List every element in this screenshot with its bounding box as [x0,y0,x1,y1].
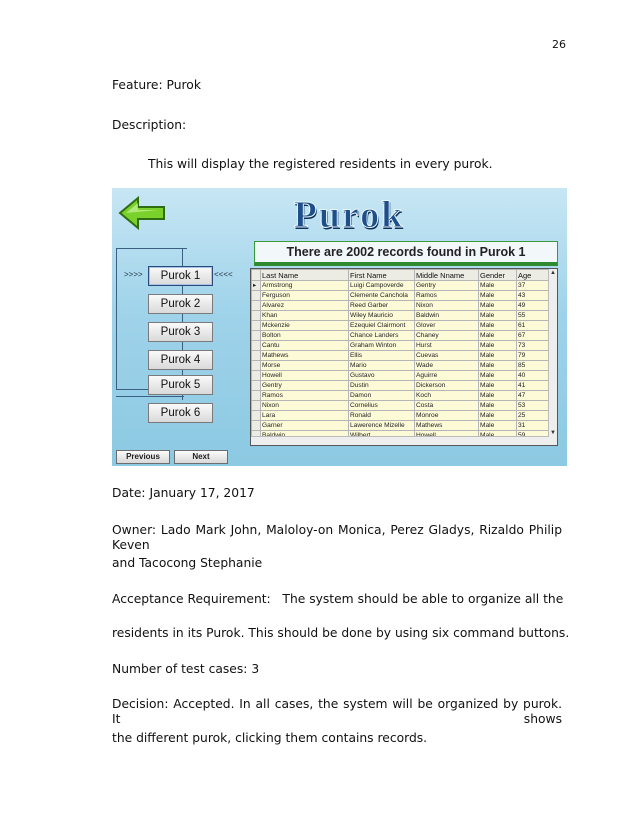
test-cases-line: Number of test cases: 3 [112,662,260,676]
table-cell: Male [479,281,517,291]
acceptance-line-1: Acceptance Requirement: The system should be able to organize all the [112,592,564,606]
table-row[interactable] [252,411,550,421]
selection-arrow-right: <<<< [214,270,233,279]
table-cell: Lara [261,411,349,421]
table-cell: 47 [517,391,550,401]
table-cell: Luigi Campoverde [349,281,415,291]
row-header[interactable] [252,391,261,401]
table-cell: Baldwin [415,311,479,321]
table-cell: Male [479,291,517,301]
table-cell: Male [479,401,517,411]
selection-arrow-left: >>>> [124,270,143,279]
row-header[interactable] [252,291,261,301]
table-cell: Wiley Mauricio [349,311,415,321]
owner-line-2: and Tacocong Stephanie [112,556,263,570]
description-label: Description: [112,118,187,132]
table-cell: 85 [517,361,550,371]
table-row[interactable] [252,281,550,291]
table-cell: Garner [261,421,349,431]
table-cell: Male [479,301,517,311]
table-cell: Chaney [415,331,479,341]
row-header[interactable] [252,381,261,391]
table-cell: Male [479,341,517,351]
table-cell: Damon [349,391,415,401]
tree-connector [116,396,184,397]
table-cell: Nixon [261,401,349,411]
table-cell: Male [479,371,517,381]
description-text: This will display the registered residents in every purok. [148,157,493,171]
table-cell: Ramos [261,391,349,401]
column-header[interactable]: Gender [479,270,517,281]
row-header[interactable] [252,401,261,411]
table-cell: Male [479,331,517,341]
row-header-corner [252,270,261,281]
table-cell: Mathews [261,351,349,361]
row-header[interactable] [252,321,261,331]
scroll-up-icon[interactable]: ▲ [550,270,556,276]
table-cell: Dustin [349,381,415,391]
table-cell: Male [479,351,517,361]
table-cell: Ronald [349,411,415,421]
table-row[interactable] [252,381,550,391]
table-cell: Cornelius [349,401,415,411]
purok-1-button[interactable]: Purok 1 [148,266,213,286]
table-cell: Glover [415,321,479,331]
row-header[interactable] [252,301,261,311]
residents-table [251,269,550,441]
table-cell: Lawerence Mizelle [349,421,415,431]
owner-line-1: Owner: Lado Mark John, Maloloy-on Monica, Perez Gladys, Rizaldo Philip Keven [112,523,562,552]
feature-heading: Feature: Purok [112,78,201,92]
table-cell: Clemente Canchola [349,291,415,301]
table-cell: Armstrong [261,281,349,291]
table-cell: Aguirre [415,371,479,381]
row-header[interactable] [252,371,261,381]
table-cell: Male [479,311,517,321]
table-cell: Howell [261,371,349,381]
table-cell: 67 [517,331,550,341]
row-header[interactable] [252,351,261,361]
purok-logo: Purok [293,194,405,236]
table-cell: Ramos [415,291,479,301]
table-cell: 37 [517,281,550,291]
decision-line-2: the different purok, clicking them contains records. [112,731,428,745]
table-cell: Gentry [415,281,479,291]
table-cell: 49 [517,301,550,311]
table-cell: 41 [517,381,550,391]
table-cell: Cantu [261,341,349,351]
table-row[interactable] [252,341,550,351]
table-cell: Khan [261,311,349,321]
table-cell: Male [479,421,517,431]
row-header[interactable] [252,341,261,351]
current-row-indicator-icon[interactable]: ▸ [252,281,261,291]
table-cell: 43 [517,291,550,301]
table-cell: 53 [517,401,550,411]
residents-grid[interactable] [250,268,558,446]
table-row[interactable] [252,401,550,411]
table-row[interactable] [252,291,550,301]
records-banner: There are 2002 records found in Purok 1 [254,241,558,266]
table-cell: Dickerson [415,381,479,391]
row-header[interactable] [252,411,261,421]
column-header[interactable]: Middle Nname [415,270,479,281]
table-cell: Gentry [261,381,349,391]
table-cell: Mckenzie [261,321,349,331]
table-row[interactable] [252,311,550,321]
table-row[interactable] [252,301,550,311]
table-cell: Gustavo [349,371,415,381]
table-cell: Costa [415,401,479,411]
table-cell: Male [479,321,517,331]
previous-button[interactable]: Previous [116,450,170,464]
table-cell: Mathews [415,421,479,431]
purok-2-button[interactable]: Purok 2 [148,294,213,314]
purok-6-button[interactable]: Purok 6 [148,403,213,423]
table-cell: Alvarez [261,301,349,311]
table-cell: Male [479,391,517,401]
table-cell: Morse [261,361,349,371]
column-header[interactable]: Last Name [261,270,349,281]
purok-3-button[interactable]: Purok 3 [148,322,213,342]
back-arrow-icon[interactable] [118,196,168,230]
acceptance-line-2: residents in its Purok. This should be done by using six command buttons. [112,626,570,640]
column-header[interactable]: Age [517,270,550,281]
table-cell: 25 [517,411,550,421]
table-cell: Monroe [415,411,479,421]
table-cell: Ellis [349,351,415,361]
table-cell: 55 [517,311,550,321]
row-header[interactable] [252,421,261,431]
table-row[interactable] [252,391,550,401]
table-cell: 31 [517,421,550,431]
row-header[interactable] [252,311,261,321]
table-cell: 79 [517,351,550,361]
table-row[interactable] [252,321,550,331]
purok-4-button[interactable]: Purok 4 [148,350,213,370]
table-cell: Koch [415,391,479,401]
purok-5-button[interactable]: Purok 5 [148,375,213,395]
table-cell: Hurst [415,341,479,351]
decision-line-1: Decision: Accepted. In all cases, the system will be organized by purok. It shows [112,697,562,726]
row-header[interactable] [252,361,261,371]
horizontal-scrollbar[interactable] [251,436,549,445]
row-header[interactable] [252,331,261,341]
table-cell: Chance Landers [349,331,415,341]
table-cell: Nixon [415,301,479,311]
table-cell: 73 [517,341,550,351]
table-cell: Reed Garber [349,301,415,311]
scroll-down-icon[interactable]: ▼ [550,430,556,436]
table-cell: Male [479,361,517,371]
column-header[interactable]: First Name [349,270,415,281]
purok-app-screenshot [112,188,567,466]
table-cell: Male [479,381,517,391]
table-cell: 40 [517,371,550,381]
vertical-scrollbar[interactable] [548,269,557,445]
table-cell: Male [479,411,517,421]
table-row[interactable] [252,371,550,381]
table-cell: Wade [415,361,479,371]
table-row[interactable] [252,331,550,341]
table-cell: 61 [517,321,550,331]
table-cell: Ezequiel Clairmont [349,321,415,331]
table-row[interactable] [252,361,550,371]
date-line: Date: January 17, 2017 [112,486,255,500]
table-row[interactable] [252,351,550,361]
table-cell: Mario [349,361,415,371]
table-cell: Ferguson [261,291,349,301]
page-number: 26 [552,38,566,51]
next-button[interactable]: Next [174,450,228,464]
table-row[interactable] [252,421,550,431]
table-cell: Graham Winton [349,341,415,351]
table-cell: Bolton [261,331,349,341]
table-cell: Cuevas [415,351,479,361]
